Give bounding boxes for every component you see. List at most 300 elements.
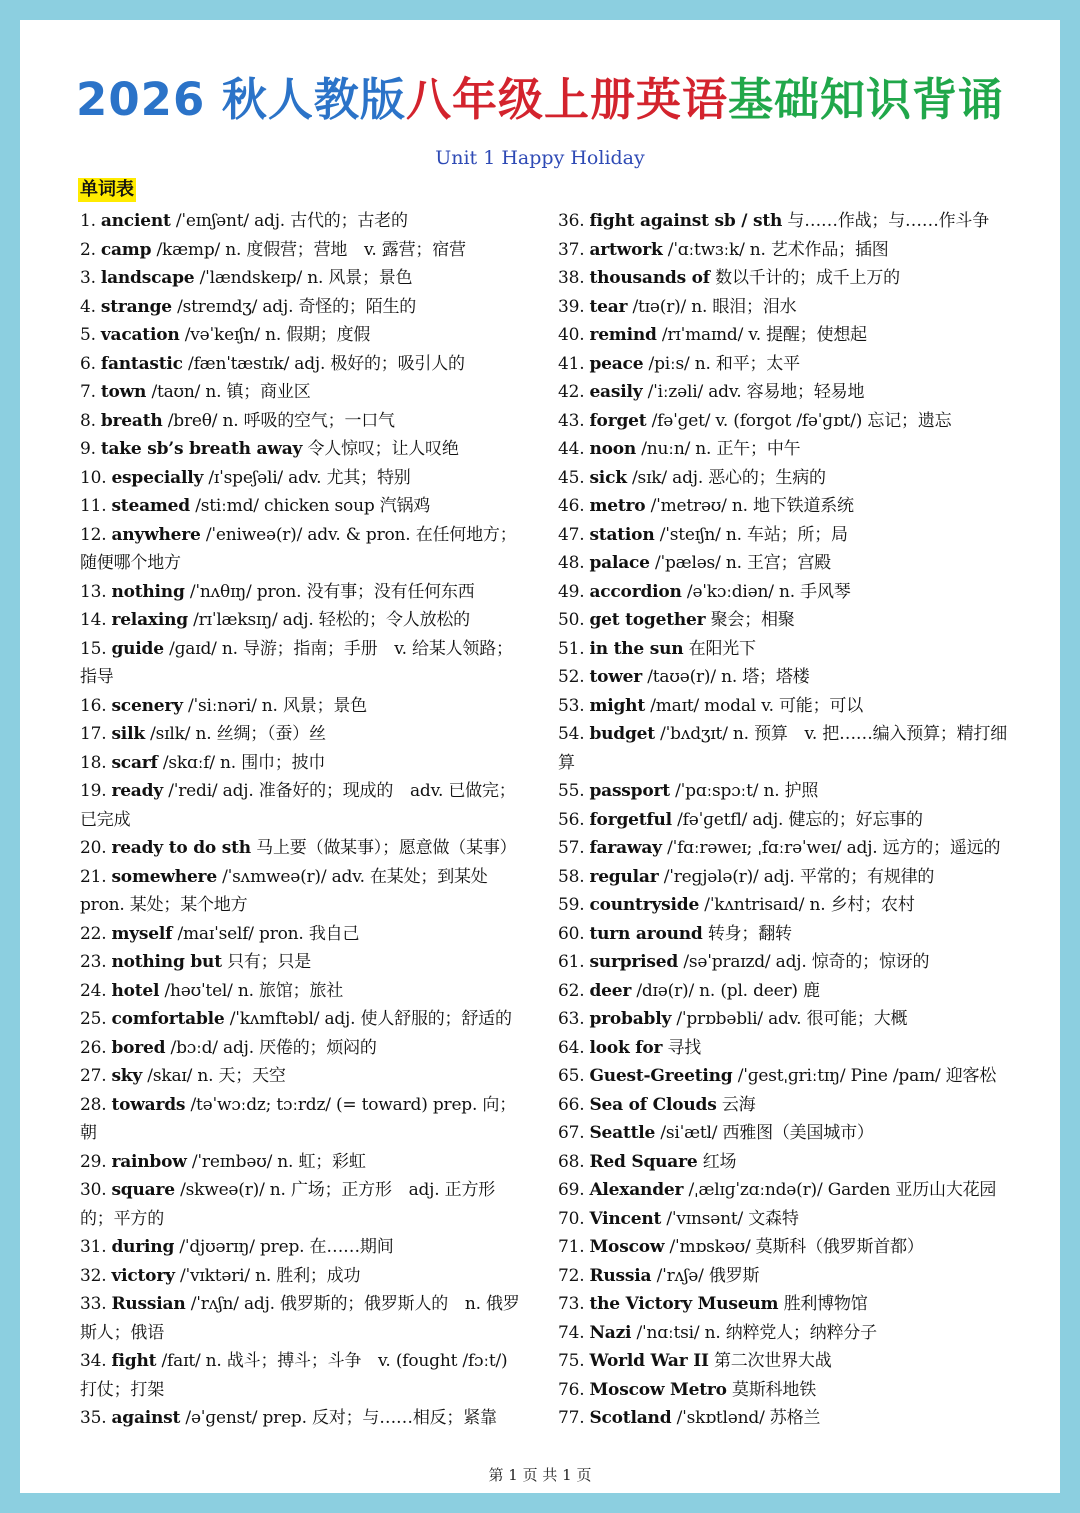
vocab-entry [558,891,1008,920]
entry-word: palace [589,553,650,573]
vocab-entry [558,1376,1008,1405]
vocab-entry [558,834,1008,863]
entry-word: against [111,1408,181,1428]
vocab-entry [558,236,1008,265]
entry-definition: /kæmp/ n. 度假营；营地 v. 露营；宿营 [156,239,466,260]
vocab-entry [558,1262,1008,1291]
entry-number: 44. [558,439,585,459]
vocab-entry [558,492,1008,521]
unit-subtitle: Unit 1 Happy Holiday [435,147,645,169]
vocab-entry [80,635,520,692]
vocab-entry [80,920,520,949]
entry-word: thousands of [589,268,710,288]
entry-word: Guest-Greeting [589,1066,733,1086]
entry-definition: /ˈbʌdʒɪt/ n. 预算 v. 把……编入预算；精打细算 [558,724,1008,773]
entry-definition: /ˈnʌθɪŋ/ pron. 没有事；没有任何东西 [189,581,475,602]
entry-number: 57. [558,838,585,858]
entry-word: hotel [111,980,160,1001]
entry-definition: /skɑːf/ n. 围巾；披巾 [162,752,326,773]
vocab-entry [558,464,1008,493]
vocab-entry [80,977,520,1006]
entry-word: surprised [589,952,679,972]
entry-number: 39. [558,296,585,317]
entry-number: 69. [558,1180,585,1200]
entry-word: Moscow [589,1237,665,1257]
entry-number: 33. [80,1294,107,1314]
entry-number: 63. [558,1009,585,1029]
entry-number: 46. [558,496,585,516]
entry-word: get together [589,610,706,630]
entry-definition: /fænˈtæstɪk/ adj. 极好的；吸引人的 [188,353,465,374]
entry-number: 11. [80,496,107,516]
entry-number: 54. [558,724,585,744]
entry-definition: /ˈmetrəʊ/ n. 地下铁道系统 [650,496,854,516]
vocab-entry [558,977,1008,1006]
entry-number: 3. [80,268,96,288]
entry-number: 7. [80,382,96,402]
entry-definition: /ˌælɪɡˈzɑːndə(r)/ Garden 亚历山大花园 [688,1180,997,1200]
entry-number: 10. [80,467,107,488]
vocab-entry [80,1347,520,1404]
entry-word: World War II [589,1351,709,1371]
entry-number: 32. [80,1265,107,1286]
entry-word: ready [111,781,163,801]
entry-number: 25. [80,1009,107,1029]
vocab-entry [558,663,1008,692]
vocab-entry [558,1091,1008,1120]
entry-word: fantastic [100,353,183,374]
vocab-entry [558,435,1008,464]
entry-word: Sea of Clouds [589,1094,717,1115]
entry-number: 29. [80,1151,107,1172]
entry-word: regular [589,866,659,887]
entry-number: 16. [80,695,107,716]
entry-word: Moscow Metro [589,1379,727,1400]
entry-word: fight [111,1351,157,1371]
entry-definition: /ˈfɑːrəweɪ; ˌfɑːrəˈweɪ/ adj. 远方的；遥远的 [667,838,1001,858]
entry-definition: /ˈɑːtwɜːk/ n. 艺术作品；插图 [667,239,889,260]
vocab-entry [80,1404,520,1433]
entry-definition: /ˈreɪnbəʊ/ n. 虹；彩虹 [191,1151,366,1172]
entry-word: fight against sb / sth [589,211,783,231]
entry-word: camp [100,239,152,260]
entry-definition: /ˈvɪktəri/ n. 胜利；成功 [179,1265,361,1286]
entry-definition: 令人惊叹；让人叹绝 [307,439,459,459]
vocab-entry [80,264,520,293]
entry-number: 51. [558,638,585,659]
vocab-entry [558,1347,1008,1376]
entry-definition: /ˈredi/ adj. 准备好的；现成的 adv. 已做完；已完成 [80,781,516,830]
vocab-column-left [80,207,520,1433]
entry-definition: /fəˈɡet/ v. (forgot /fəˈɡɒt/) 忘记；遗忘 [651,410,952,431]
entry-definition: /ˈkʌmftəbl/ adj. 使人舒服的；舒适的 [229,1009,512,1029]
vocab-entry [80,834,520,863]
entry-word: easily [589,382,643,402]
entry-number: 68. [558,1151,585,1172]
entry-word: Seattle [589,1123,656,1143]
entry-definition: /ˈsʌmweə(r)/ adv. 在某处；到某处 pron. 某处；某个地方 [80,866,488,915]
entry-word: ancient [100,211,171,231]
vocab-entry [558,1005,1008,1034]
entry-word: anywhere [111,524,201,545]
entry-definition: /ˈrʌʃn/ adj. 俄罗斯的；俄罗斯人的 n. 俄罗斯人；俄语 [80,1294,520,1343]
entry-number: 41. [558,353,585,374]
entry-number: 61. [558,952,585,972]
document-page [20,20,1060,1493]
entry-word: ready to do sth [111,838,251,858]
entry-definition: /ˈreɡjələ(r)/ adj. 平常的；有规律的 [663,866,935,887]
entry-number: 4. [80,296,96,317]
entry-word: the Victory Museum [589,1294,779,1314]
entry-definition: /nuːn/ n. 正午；中午 [641,439,801,459]
vocab-entry [558,1148,1008,1177]
entry-word: take sb’s breath away [100,439,303,459]
entry-word: noon [589,439,637,459]
entry-word: Red Square [589,1151,698,1172]
entry-word: myself [111,923,173,944]
entry-number: 70. [558,1208,585,1229]
entry-word: relaxing [111,610,188,630]
entry-word: passport [589,781,670,801]
entry-definition: 只有；只是 [227,952,312,972]
entry-number: 53. [558,695,585,716]
entry-number: 71. [558,1237,585,1257]
entry-definition: 红场 [702,1151,737,1172]
entry-number: 74. [558,1322,585,1343]
entry-number: 6. [80,353,96,374]
entry-word: artwork [589,239,663,260]
vocab-entry [558,407,1008,436]
entry-number: 65. [558,1066,585,1086]
entry-number: 38. [558,268,585,288]
vocab-entry [80,863,520,920]
entry-definition: /maɪt/ modal v. 可能；可以 [650,695,863,716]
entry-definition: /skaɪ/ n. 天；天空 [147,1066,286,1086]
entry-number: 19. [80,781,107,801]
entry-definition: /fəˈɡetfl/ adj. 健忘的；好忘事的 [677,809,923,830]
entry-definition: /ˈdjʊərɪŋ/ prep. 在……期间 [179,1237,394,1257]
entry-word: especially [111,467,204,488]
vocab-entry [558,321,1008,350]
vocab-entry [558,606,1008,635]
vocab-entry [80,350,520,379]
entry-word: might [589,695,645,716]
entry-word: silk [111,724,145,744]
entry-word: breath [100,410,163,431]
title-part-topic: 基础知识背诵 [727,73,1004,126]
vocab-entry [558,635,1008,664]
vocab-entry [80,1176,520,1233]
entry-word: guide [111,638,164,659]
entry-number: 26. [80,1037,107,1058]
entry-number: 12. [80,524,107,545]
vocab-entry [80,1148,520,1177]
entry-number: 27. [80,1066,107,1086]
entry-definition: /skweə(r)/ n. 广场；正方形 adj. 正方形的；平方的 [80,1180,496,1229]
entry-word: rainbow [111,1151,187,1172]
vocab-entry [558,806,1008,835]
entry-definition: /vəˈkeɪʃn/ n. 假期；度假 [184,325,371,345]
vocab-entry [558,1062,1008,1091]
entry-word: peace [589,353,644,374]
title-part-year: 2026 秋人教版 [76,73,406,126]
entry-word: look for [589,1037,663,1058]
entry-word: Alexander [589,1180,684,1200]
entry-word: vacation [100,325,180,345]
entry-word: probably [589,1009,672,1029]
entry-definition: /həʊˈtel/ n. 旅馆；旅社 [164,980,344,1001]
entry-number: 75. [558,1351,585,1371]
entry-word: square [111,1180,175,1200]
entry-word: budget [589,724,655,744]
entry-number: 8. [80,410,96,431]
entry-definition: /səˈpraɪzd/ adj. 惊奇的；惊讶的 [683,952,930,972]
entry-number: 17. [80,724,107,744]
entry-definition: /ˈsiːnəri/ n. 风景；景色 [188,695,367,716]
entry-word: sky [111,1066,143,1086]
entry-definition: /ˈmɒskəʊ/ 莫斯科（俄罗斯首都） [669,1237,924,1257]
vocab-entry [558,293,1008,322]
entry-number: 47. [558,524,585,545]
vocab-entry [80,720,520,749]
entry-word: scenery [111,695,183,716]
entry-word: Nazi [589,1322,632,1343]
vocab-column-right [558,207,1008,1433]
entry-word: forgetful [589,809,672,830]
entry-number: 22. [80,923,107,944]
entry-definition: /ˈiːzəli/ adv. 容易地；轻易地 [647,382,865,402]
entry-definition: 转身；翻转 [707,923,792,944]
entry-word: somewhere [111,866,217,887]
entry-definition: /ˈsteɪʃn/ n. 车站；所；局 [659,524,848,545]
vocab-entry [558,578,1008,607]
vocab-entry [80,1091,520,1148]
entry-definition: /dɪə(r)/ n. (pl. deer) 鹿 [636,980,820,1001]
entry-definition: /tɪə(r)/ n. 眼泪；泪水 [632,296,797,317]
entry-number: 77. [558,1408,585,1428]
entry-number: 14. [80,610,107,630]
entry-definition: /ɡaɪd/ n. 导游；指南；手册 v. 给某人领路；指导 [80,638,513,687]
entry-word: Vincent [589,1208,662,1229]
vocab-entry [558,720,1008,777]
section-label-vocabulary: 单词表 [80,179,134,200]
vocab-entry [80,1262,520,1291]
vocab-entry [80,749,520,778]
entry-definition: /rɪˈmaɪnd/ v. 提醒；使想起 [661,325,867,345]
entry-definition: /ˈkʌntrisaɪd/ n. 乡村；农村 [704,895,915,915]
entry-definition: /ˈeɪnʃənt/ adj. 古代的；古老的 [175,211,408,231]
entry-number: 35. [80,1408,107,1428]
entry-definition: /ˈprɒbəbli/ adv. 很可能；大概 [676,1009,908,1029]
vocab-entry [558,1319,1008,1348]
vocab-entry [80,948,520,977]
entry-definition: /əˈɡenst/ prep. 反对；与……相反；紧靠 [185,1408,497,1428]
entry-number: 15. [80,638,107,659]
entry-number: 30. [80,1180,107,1200]
entry-number: 66. [558,1094,585,1115]
entry-word: station [589,524,655,545]
vocab-entry [80,692,520,721]
entry-definition: /ˈeniweə(r)/ adv. & pron. 在任何地方；随便哪个地方 [80,524,517,573]
vocab-entry [558,920,1008,949]
entry-definition: /taʊn/ n. 镇；商业区 [151,382,311,402]
entry-word: steamed [111,496,190,516]
entry-definition: /ˈlændskeɪp/ n. 风景；景色 [199,268,413,288]
entry-word: victory [111,1265,175,1286]
entry-word: forget [589,410,647,431]
entry-definition: /ˈɡestˌɡriːtɪŋ/ Pine /paɪn/ 迎客松 [737,1066,997,1086]
entry-number: 31. [80,1237,107,1257]
entry-number: 62. [558,980,585,1001]
vocab-entry [80,1005,520,1034]
entry-number: 45. [558,467,585,488]
entry-word: Russia [589,1265,652,1286]
entry-word: nothing [111,581,185,602]
entry-definition: 与……作战；与……作斗争 [787,211,990,231]
entry-number: 13. [80,581,107,602]
entry-definition: /ˈnɑːtsi/ n. 纳粹党人；纳粹分子 [636,1322,877,1343]
entry-number: 64. [558,1037,585,1058]
vocab-entry [558,1176,1008,1205]
entry-definition: 在阳光下 [688,638,756,659]
entry-definition: 马上要（做某事）；愿意做（某事） [256,838,517,858]
entry-number: 43. [558,410,585,431]
entry-word: Russian [111,1294,186,1314]
vocab-entry [80,293,520,322]
vocab-entry [80,435,520,464]
entry-word: nothing but [111,952,222,972]
entry-definition: /streɪndʒ/ adj. 奇怪的；陌生的 [177,296,417,317]
entry-definition: /siˈætl/ 西雅图（美国城市） [660,1123,874,1143]
entry-definition: /bɔːd/ adj. 厌倦的；烦闷的 [170,1037,377,1058]
entry-number: 1. [80,211,96,231]
entry-definition: /piːs/ n. 和平；太平 [648,353,800,374]
entry-number: 49. [558,581,585,602]
entry-definition: /sɪk/ adj. 恶心的；生病的 [632,467,826,488]
entry-number: 40. [558,325,585,345]
entry-number: 72. [558,1265,585,1286]
entry-number: 34. [80,1351,107,1371]
vocab-entry [558,264,1008,293]
entry-word: landscape [100,268,195,288]
entry-definition: 胜利博物馆 [783,1294,868,1314]
vocab-entry [80,207,520,236]
vocab-entry [558,1290,1008,1319]
vocab-entry [80,777,520,834]
entry-number: 60. [558,923,585,944]
vocab-entry [80,236,520,265]
entry-word: town [100,382,147,402]
entry-word: Scotland [589,1408,672,1428]
entry-word: towards [111,1094,186,1115]
entry-number: 5. [80,325,96,345]
entry-definition: /ˈrʌʃə/ 俄罗斯 [656,1265,760,1286]
entry-definition: /sɪlk/ n. 丝绸；（蚕）丝 [150,724,326,744]
entry-definition: 聚会；相聚 [710,610,795,630]
entry-definition: 莫斯科地铁 [732,1379,817,1400]
entry-number: 21. [80,866,107,887]
vocab-entry [558,1404,1008,1433]
vocab-entry [80,492,520,521]
entry-number: 56. [558,809,585,830]
entry-definition: /ˈskɒtlənd/ 苏格兰 [676,1408,821,1428]
vocab-entry [558,1205,1008,1234]
vocab-entry [558,549,1008,578]
entry-word: turn around [589,923,703,944]
entry-number: 52. [558,667,585,687]
entry-definition: /ɪˈspeʃəli/ adv. 尤其；特别 [208,467,411,488]
title-part-grade: 八年级上册英语 [405,73,728,126]
entry-definition: /taʊə(r)/ n. 塔；塔楼 [647,667,810,687]
vocab-entry [558,692,1008,721]
entry-number: 59. [558,895,585,915]
entry-definition: /ˈvɪnsənt/ 文森特 [666,1208,799,1229]
entry-word: remind [589,325,657,345]
entry-definition: /təˈwɔːdz; tɔːrdz/ (= toward) prep. 向；朝 [80,1094,516,1143]
vocab-entry [80,521,520,578]
entry-number: 58. [558,866,585,887]
entry-word: strange [100,296,172,317]
entry-word: countryside [589,895,700,915]
entry-definition: /rɪˈlæksɪŋ/ adj. 轻松的；令人放松的 [193,610,470,630]
entry-number: 20. [80,838,107,858]
entry-number: 23. [80,952,107,972]
entry-definition: 第二次世界大战 [713,1351,832,1371]
entry-number: 36. [558,211,585,231]
vocab-entry [80,1062,520,1091]
entry-number: 9. [80,439,96,459]
entry-word: during [111,1237,175,1257]
vocab-entry [80,407,520,436]
entry-word: comfortable [111,1009,225,1029]
vocab-entry [80,464,520,493]
page-footer: 第 1 页 共 1 页 [488,1466,592,1484]
vocab-entry [558,350,1008,379]
page-title [20,72,1060,128]
entry-definition: /ˈpɑːspɔːt/ n. 护照 [675,781,819,801]
vocab-entry [558,1119,1008,1148]
entry-word: metro [589,496,646,516]
entry-number: 18. [80,752,107,773]
vocab-entry [80,378,520,407]
entry-word: accordion [589,581,682,602]
entry-word: bored [111,1037,166,1058]
entry-word: sick [589,467,627,488]
entry-number: 24. [80,980,107,1001]
entry-definition: /maɪˈself/ pron. 我自己 [177,923,360,944]
entry-word: tower [589,667,643,687]
vocab-entry [80,1034,520,1063]
entry-definition: 数以千计的；成千上万的 [715,268,900,288]
entry-definition: /breθ/ n. 呼吸的空气；一口气 [167,410,395,431]
vocab-entry [558,1034,1008,1063]
vocab-entry [558,521,1008,550]
entry-definition: 寻找 [667,1037,702,1058]
vocab-entry [80,606,520,635]
vocab-entry [80,321,520,350]
entry-number: 37. [558,239,585,260]
entry-number: 55. [558,781,585,801]
entry-word: tear [589,296,628,317]
entry-number: 73. [558,1294,585,1314]
vocab-entry [558,207,1008,236]
entry-number: 48. [558,553,585,573]
entry-definition: /faɪt/ n. 战斗；搏斗；斗争 v. (fought /fɔːt/) 打仗；打架 [80,1351,508,1400]
entry-word: deer [589,980,632,1001]
entry-number: 76. [558,1379,585,1400]
vocab-entry [80,578,520,607]
vocab-entry [80,1233,520,1262]
